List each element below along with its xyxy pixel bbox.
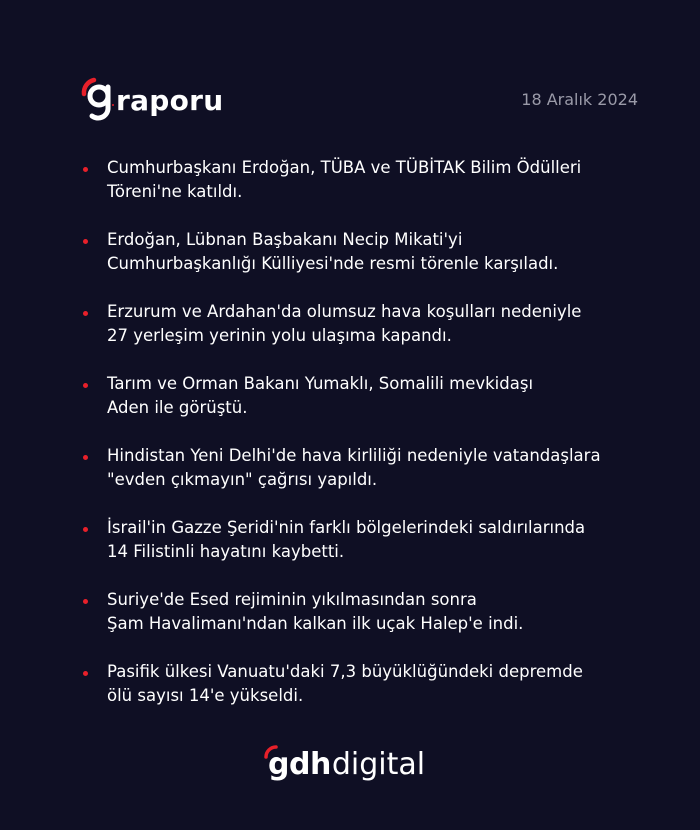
- news-text: İsrail'in Gazze Şeridi'nin farklı bölgelerindeki saldırılarında 14 Filistinli hayatını kaybetti.: [107, 518, 586, 561]
- g-logo-icon: [80, 76, 114, 124]
- list-item: [0, 300, 700, 372]
- bullet-icon: [83, 599, 88, 604]
- header: [0, 0, 700, 140]
- bullet-icon: [83, 167, 88, 172]
- footer-brand-light: digital: [331, 747, 426, 782]
- news-text: Erzurum ve Ardahan'da olumsuz hava koşulları nedeniyle 27 yerleşim yerinin yolu ulaşıma kapandı.: [107, 302, 582, 345]
- list-item: [0, 444, 700, 516]
- footer-brand-bold: gdh: [268, 747, 331, 782]
- graporu-logo[interactable]: [80, 76, 224, 124]
- list-item: [0, 588, 700, 660]
- gdh-digital-logo[interactable]: [268, 742, 425, 782]
- news-text: Hindistan Yeni Delhi'de hava kirliliği nedeniyle vatandaşlara "evden çıkmayın" çağrısı yapıldı.: [107, 446, 601, 489]
- news-list: [0, 156, 700, 732]
- list-item: [0, 660, 700, 732]
- bullet-icon: [83, 455, 88, 460]
- gdh-mark-icon: [264, 745, 278, 759]
- news-text: Pasifik ülkesi Vanuatu'daki 7,3 büyüklüğündeki depremde ölü sayısı 14'e yükseldi.: [107, 662, 583, 705]
- list-item: [0, 228, 700, 300]
- list-item: [0, 516, 700, 588]
- date-label: 18 Aralık 2024: [521, 90, 638, 109]
- bullet-icon: [83, 527, 88, 532]
- news-text: Suriye'de Esed rejiminin yıkılmasından sonra Şam Havalimanı'ndan kalkan ilk uçak Halep'e indi.: [107, 590, 524, 633]
- list-item: [0, 156, 700, 228]
- bullet-icon: [83, 311, 88, 316]
- news-text: Erdoğan, Lübnan Başbakanı Necip Mikati'yi Cumhurbaşkanlığı Külliyesi'nde resmi törenle karşıladı.: [107, 230, 559, 273]
- news-text: Cumhurbaşkanı Erdoğan, TÜBA ve TÜBİTAK Bilim Ödülleri Töreni'ne katıldı.: [107, 158, 582, 201]
- news-text: Tarım ve Orman Bakanı Yumaklı, Somalili mevkidaşı Aden ile görüştü.: [107, 374, 534, 417]
- brand-name: raporu: [116, 84, 224, 117]
- list-item: [0, 372, 700, 444]
- bullet-icon: [83, 383, 88, 388]
- bullet-icon: [83, 239, 88, 244]
- bullet-icon: [83, 671, 88, 676]
